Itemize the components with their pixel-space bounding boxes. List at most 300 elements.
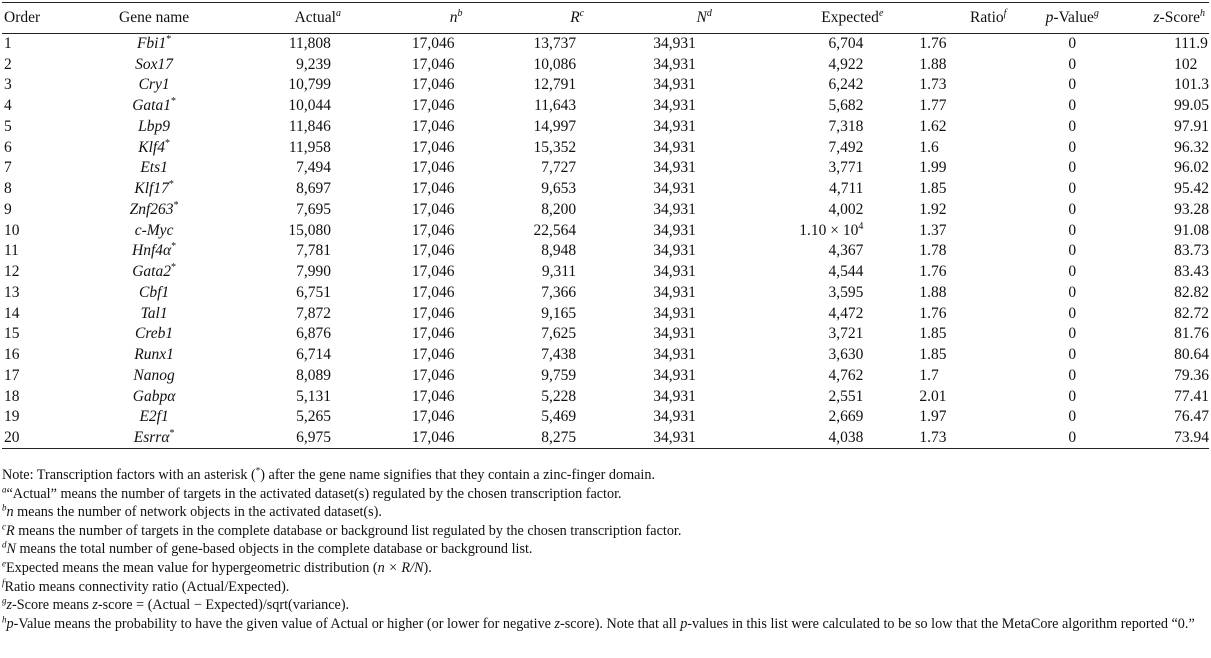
cell-z-score <box>1134 96 1209 117</box>
cell-r-value: 9,759 <box>541 366 577 384</box>
cell-z-score-value: 96.32 <box>1174 138 1209 156</box>
footnote-h-var2: z <box>554 615 561 632</box>
cell-ratio <box>883 428 1010 449</box>
cell-order-value: 15 <box>4 325 20 343</box>
cell-big-n <box>584 428 712 449</box>
cell-expected-value: 5,682 <box>828 97 864 115</box>
cell-expected-value: 4,544 <box>828 263 864 281</box>
cell-expected <box>712 137 884 158</box>
cell-r <box>463 241 585 262</box>
table-row <box>2 283 1209 304</box>
cell-z-score <box>1134 117 1209 138</box>
cell-order <box>2 366 64 387</box>
cell-gene-name <box>64 241 243 262</box>
cell-ratio-value: 2.01 <box>919 387 947 405</box>
cell-expected <box>712 54 884 75</box>
cell-ratio <box>883 407 1010 428</box>
cell-ratio-value: 1.37 <box>919 221 947 239</box>
table-row <box>2 407 1209 428</box>
footnote-g-var2: z <box>92 597 98 614</box>
cell-big-n-value: 34,931 <box>653 180 696 198</box>
cell-actual-value: 10,799 <box>288 76 331 94</box>
cell-gene-name-value: Lbp9 <box>138 117 171 135</box>
cell-z-score <box>1134 34 1209 55</box>
cell-z-score <box>1134 137 1209 158</box>
cell-big-n-value: 34,931 <box>653 138 696 156</box>
cell-big-n <box>584 54 712 75</box>
cell-gene-name <box>64 54 243 75</box>
cell-z-score-value: 82.72 <box>1174 304 1209 322</box>
footnote-a-mark: a <box>2 483 7 494</box>
cell-expected-value: 3,721 <box>828 325 864 343</box>
cell-r <box>463 262 585 283</box>
cell-actual <box>244 34 341 55</box>
cell-r-value: 7,625 <box>541 325 577 343</box>
cell-big-n-value: 34,931 <box>653 283 696 301</box>
cell-r-value: 9,311 <box>541 263 577 281</box>
table-row <box>2 220 1209 241</box>
footnote-f <box>2 578 1207 597</box>
cell-actual-value: 7,695 <box>296 200 331 218</box>
header-expected <box>712 3 884 34</box>
cell-big-n-value: 34,931 <box>653 76 696 94</box>
cell-ratio-value: 1.6 <box>919 138 939 156</box>
cell-z-score-value: 80.64 <box>1174 346 1209 364</box>
cell-expected <box>712 283 884 304</box>
cell-big-n-value: 34,931 <box>653 55 696 73</box>
cell-p-value <box>1010 137 1134 158</box>
cell-actual <box>244 428 341 449</box>
cell-actual-value: 8,089 <box>296 366 331 384</box>
cell-expected <box>712 366 884 387</box>
cell-order-value: 17 <box>4 366 20 384</box>
cell-big-n-value: 34,931 <box>653 117 696 135</box>
cell-gene-name-value: Klf4 <box>138 138 165 156</box>
table-row <box>2 324 1209 345</box>
cell-p-value-value: 0 <box>1068 242 1077 260</box>
cell-big-n <box>584 200 712 221</box>
cell-p-value-value: 0 <box>1068 97 1077 115</box>
cell-big-n <box>584 179 712 200</box>
footnote-h-var: p <box>6 615 14 632</box>
footnote-a <box>2 485 1207 504</box>
table-row <box>2 137 1209 158</box>
cell-z-score <box>1134 200 1209 221</box>
cell-order <box>2 34 64 55</box>
cell-actual-value: 15,080 <box>288 221 331 239</box>
cell-z-score <box>1134 179 1209 200</box>
cell-r-value: 12,791 <box>533 76 577 94</box>
cell-n <box>341 241 463 262</box>
cell-actual <box>244 283 341 304</box>
note-general-b: ) after the gene name signifies that they contain a zinc-finger domain. <box>260 467 655 483</box>
cell-ratio-value: 1.77 <box>919 97 947 115</box>
header-big-n-label: N <box>696 9 707 26</box>
cell-z-score-value: 97.91 <box>1174 117 1209 135</box>
header-r <box>463 3 585 34</box>
cell-gene-name <box>64 428 243 449</box>
cell-p-value-value: 0 <box>1068 263 1077 281</box>
cell-actual-value: 6,975 <box>296 428 331 446</box>
footnote-b-mark: b <box>2 502 7 513</box>
cell-n <box>341 283 463 304</box>
cell-actual-value: 6,714 <box>296 346 331 364</box>
zinc-finger-asterisk: * <box>164 137 170 149</box>
cell-gene-name <box>64 137 243 158</box>
cell-ratio-value: 1.88 <box>919 283 947 301</box>
zinc-finger-asterisk: * <box>166 33 172 45</box>
cell-order-value: 18 <box>4 387 20 405</box>
cell-order <box>2 179 64 200</box>
cell-big-n <box>584 117 712 138</box>
cell-z-score <box>1134 158 1209 179</box>
cell-z-score-value: 99.05 <box>1174 97 1209 115</box>
cell-r <box>463 34 585 55</box>
cell-actual <box>244 241 341 262</box>
cell-p-value <box>1010 158 1134 179</box>
cell-expected <box>712 345 884 366</box>
cell-gene-name <box>64 200 243 221</box>
table-row <box>2 96 1209 117</box>
cell-expected-value: 4,711 <box>829 180 864 198</box>
cell-order <box>2 117 64 138</box>
header-p-footnote: g <box>1093 7 1099 19</box>
footnote-e-formula: n × R/N <box>377 559 424 576</box>
cell-r-value: 5,469 <box>541 408 577 426</box>
cell-n <box>341 117 463 138</box>
cell-big-n <box>584 324 712 345</box>
header-ratio-label: Ratio <box>970 9 1004 26</box>
cell-p-value-value: 0 <box>1068 283 1077 301</box>
header-r-label: R <box>570 9 580 26</box>
cell-r-value: 9,165 <box>541 304 577 322</box>
cell-gene-name-value: c-Myc <box>134 221 174 239</box>
cell-gene-name <box>64 34 243 55</box>
cell-ratio-value: 1.76 <box>919 35 947 53</box>
cell-gene-name <box>64 303 243 324</box>
footnote-g-mark: g <box>2 595 7 606</box>
table-row <box>2 366 1209 387</box>
cell-expected-value: 4,922 <box>828 55 864 73</box>
cell-ratio <box>883 137 1010 158</box>
cell-p-value-value: 0 <box>1068 325 1077 343</box>
cell-z-score <box>1134 283 1209 304</box>
cell-n-value: 17,046 <box>411 35 455 53</box>
transcription-factor-table <box>2 2 1209 449</box>
cell-n <box>341 386 463 407</box>
header-z-var: z <box>1153 9 1160 26</box>
header-order-label: Order <box>4 9 41 26</box>
cell-gene-name-value: Cbf1 <box>139 283 170 301</box>
cell-n-value: 17,046 <box>411 76 455 94</box>
cell-expected-value: 2,551 <box>828 387 864 405</box>
cell-gene-name-value: E2f1 <box>139 408 169 426</box>
cell-z-score-value: 76.47 <box>1174 408 1209 426</box>
cell-r-value: 8,200 <box>541 200 577 218</box>
cell-n <box>341 428 463 449</box>
cell-z-score <box>1134 54 1209 75</box>
cell-order <box>2 407 64 428</box>
footnote-c-text: means the number of targets in the complete database or background list regulated by the chosen transcription factor. <box>14 522 682 539</box>
zinc-finger-asterisk: * <box>171 241 177 253</box>
header-r-footnote: c <box>579 7 585 19</box>
cell-p-value-value: 0 <box>1068 55 1077 73</box>
cell-gene-name-value: Esrrα <box>133 428 170 446</box>
footnote-e-mark: e <box>2 558 6 569</box>
cell-big-n-value: 34,931 <box>653 428 696 446</box>
cell-n-value: 17,046 <box>411 180 455 198</box>
cell-r <box>463 366 585 387</box>
header-n-footnote: b <box>457 7 463 19</box>
cell-z-score-value: 91.08 <box>1174 221 1209 239</box>
cell-order-value: 9 <box>4 200 12 218</box>
cell-order <box>2 262 64 283</box>
table-row <box>2 34 1209 55</box>
cell-gene-name-value: Tal1 <box>140 304 168 322</box>
cell-r <box>463 96 585 117</box>
cell-n-value: 17,046 <box>411 366 455 384</box>
cell-ratio <box>883 241 1010 262</box>
cell-r <box>463 220 585 241</box>
cell-expected-value: 4,038 <box>828 428 864 446</box>
cell-gene-name-value: Creb1 <box>135 325 174 343</box>
cell-order <box>2 428 64 449</box>
cell-actual-value: 8,697 <box>296 180 331 198</box>
cell-r <box>463 179 585 200</box>
cell-big-n <box>584 220 712 241</box>
table-row <box>2 303 1209 324</box>
header-n-label: n <box>449 9 458 26</box>
cell-order-value: 7 <box>4 159 12 177</box>
cell-actual <box>244 386 341 407</box>
cell-n <box>341 407 463 428</box>
cell-ratio <box>883 303 1010 324</box>
cell-ratio-value: 1.88 <box>919 55 947 73</box>
cell-actual <box>244 345 341 366</box>
cell-z-score <box>1134 303 1209 324</box>
note-general-a: Note: Transcription factors with an asterisk ( <box>2 467 256 483</box>
cell-gene-name-value: Fbi1 <box>136 35 167 53</box>
cell-order-value: 11 <box>4 242 19 260</box>
cell-actual <box>244 137 341 158</box>
footnote-f-text: Ratio means connectivity ratio (Actual/Expected). <box>4 578 290 595</box>
cell-expected-value: 7,318 <box>828 117 864 135</box>
cell-gene-name-value: Gabpα <box>132 387 176 405</box>
note-asterisk: * <box>255 465 261 476</box>
table-row <box>2 117 1209 138</box>
cell-ratio <box>883 386 1010 407</box>
cell-p-value <box>1010 262 1134 283</box>
cell-p-value <box>1010 34 1134 55</box>
cell-actual-value: 6,876 <box>296 325 331 343</box>
cell-big-n-value: 34,931 <box>653 408 696 426</box>
cell-ratio-value: 1.62 <box>919 117 947 135</box>
cell-z-score-value: 111.9 <box>1174 35 1208 53</box>
cell-p-value <box>1010 428 1134 449</box>
cell-big-n <box>584 75 712 96</box>
footnote-d-text: means the total number of gene-based objects in the complete database or background list. <box>15 541 533 558</box>
cell-p-value-value: 0 <box>1068 200 1077 218</box>
footnote-a-text: “Actual” means the number of targets in the activated dataset(s) regulated by the chosen transcription factor. <box>6 485 622 502</box>
cell-actual <box>244 200 341 221</box>
cell-p-value <box>1010 345 1134 366</box>
cell-big-n-value: 34,931 <box>653 35 696 53</box>
cell-big-n-value: 34,931 <box>653 325 696 343</box>
cell-order <box>2 200 64 221</box>
cell-actual <box>244 262 341 283</box>
cell-gene-name <box>64 75 243 96</box>
cell-n <box>341 220 463 241</box>
header-z-label: -Score <box>1159 9 1200 26</box>
cell-gene-name <box>64 117 243 138</box>
cell-p-value-value: 0 <box>1068 387 1077 405</box>
table-footnotes <box>2 466 1207 633</box>
cell-actual <box>244 220 341 241</box>
cell-gene-name-value: Znf263 <box>129 200 174 218</box>
cell-gene-name-value: Nanog <box>133 366 175 384</box>
cell-expected <box>712 407 884 428</box>
cell-ratio <box>883 345 1010 366</box>
cell-z-score-value: 102 <box>1174 55 1198 73</box>
cell-expected <box>712 303 884 324</box>
cell-p-value <box>1010 303 1134 324</box>
cell-z-score-value: 73.94 <box>1174 428 1209 446</box>
expected-exponent: 4 <box>858 220 864 232</box>
footnote-b <box>2 503 1207 522</box>
footnote-e <box>2 559 1207 578</box>
header-p-label: -Value <box>1053 9 1094 26</box>
cell-ratio-value: 1.73 <box>919 76 947 94</box>
footnote-f-mark: f <box>2 576 5 587</box>
cell-r-value: 9,653 <box>541 180 577 198</box>
cell-order-value: 5 <box>4 117 12 135</box>
cell-p-value <box>1010 407 1134 428</box>
cell-z-score <box>1134 220 1209 241</box>
cell-z-score-value: 79.36 <box>1174 366 1209 384</box>
cell-gene-name <box>64 386 243 407</box>
cell-p-value <box>1010 283 1134 304</box>
cell-order <box>2 75 64 96</box>
cell-p-value <box>1010 117 1134 138</box>
cell-r-value: 8,948 <box>541 242 577 260</box>
cell-expected <box>712 75 884 96</box>
cell-gene-name <box>64 179 243 200</box>
cell-ratio-value: 1.85 <box>919 346 947 364</box>
table-row <box>2 75 1209 96</box>
cell-expected-value: 1.10 × 10 <box>799 221 859 239</box>
cell-ratio-value: 1.85 <box>919 180 947 198</box>
cell-z-score-value: 82.82 <box>1174 283 1209 301</box>
zinc-finger-asterisk: * <box>173 199 179 211</box>
cell-gene-name-value: Sox17 <box>135 55 174 73</box>
cell-n-value: 17,046 <box>411 408 455 426</box>
cell-p-value-value: 0 <box>1068 346 1077 364</box>
header-big-n <box>584 3 712 34</box>
cell-actual <box>244 54 341 75</box>
cell-actual <box>244 179 341 200</box>
cell-p-value <box>1010 241 1134 262</box>
footnote-g-text-b: -score = (Actual − Expected)/sqrt(variance). <box>97 597 350 614</box>
cell-expected <box>712 117 884 138</box>
cell-actual-value: 6,751 <box>296 283 331 301</box>
cell-z-score-value: 96.02 <box>1174 159 1209 177</box>
cell-r-value: 22,564 <box>533 221 577 239</box>
cell-n <box>341 158 463 179</box>
cell-z-score <box>1134 241 1209 262</box>
cell-r-value: 14,997 <box>533 117 577 135</box>
cell-actual <box>244 75 341 96</box>
table-row <box>2 241 1209 262</box>
cell-z-score-value: 81.76 <box>1174 325 1209 343</box>
table-body <box>2 34 1209 449</box>
cell-order-value: 3 <box>4 76 12 94</box>
cell-z-score <box>1134 262 1209 283</box>
footnote-h-text-b: -score). Note that all <box>560 615 681 632</box>
footnote-d-mark: d <box>2 539 7 550</box>
zinc-finger-asterisk: * <box>168 178 174 190</box>
footnote-c <box>2 522 1207 541</box>
footnote-d-var: N <box>6 541 16 558</box>
footnote-h <box>2 615 1207 634</box>
cell-actual-value: 11,958 <box>288 138 331 156</box>
cell-actual-value: 7,872 <box>296 304 331 322</box>
cell-big-n-value: 34,931 <box>653 200 696 218</box>
cell-gene-name <box>64 96 243 117</box>
cell-ratio <box>883 158 1010 179</box>
cell-p-value-value: 0 <box>1068 304 1077 322</box>
cell-n <box>341 179 463 200</box>
cell-z-score <box>1134 428 1209 449</box>
cell-z-score-value: 83.73 <box>1174 242 1209 260</box>
cell-ratio-value: 1.78 <box>919 242 947 260</box>
table-row <box>2 179 1209 200</box>
header-z-score <box>1134 3 1209 34</box>
header-ratio-footnote: f <box>1003 7 1007 19</box>
cell-gene-name-value: Gata2 <box>132 263 171 281</box>
cell-actual <box>244 303 341 324</box>
cell-expected-value: 4,367 <box>828 242 864 260</box>
cell-r <box>463 386 585 407</box>
table-row <box>2 386 1209 407</box>
cell-expected <box>712 179 884 200</box>
cell-ratio-value: 1.73 <box>919 428 947 446</box>
footnote-h-var3: p <box>680 615 688 632</box>
cell-r <box>463 75 585 96</box>
cell-expected-value: 4,002 <box>828 200 864 218</box>
cell-n <box>341 75 463 96</box>
cell-expected <box>712 96 884 117</box>
cell-ratio-value: 1.97 <box>919 408 947 426</box>
cell-r <box>463 117 585 138</box>
cell-actual-value: 7,990 <box>296 263 331 281</box>
cell-actual-value: 7,494 <box>296 159 331 177</box>
cell-p-value-value: 0 <box>1068 35 1077 53</box>
cell-ratio <box>883 96 1010 117</box>
table-row <box>2 54 1209 75</box>
cell-expected <box>712 262 884 283</box>
cell-p-value-value: 0 <box>1068 428 1077 446</box>
cell-gene-name-value: Klf17 <box>134 180 169 198</box>
cell-big-n-value: 34,931 <box>653 304 696 322</box>
cell-n <box>341 324 463 345</box>
cell-n-value: 17,046 <box>411 242 455 260</box>
cell-ratio-value: 1.76 <box>919 263 947 281</box>
cell-big-n <box>584 303 712 324</box>
cell-ratio <box>883 324 1010 345</box>
cell-r <box>463 345 585 366</box>
header-z-footnote: h <box>1200 7 1205 19</box>
cell-actual <box>244 366 341 387</box>
